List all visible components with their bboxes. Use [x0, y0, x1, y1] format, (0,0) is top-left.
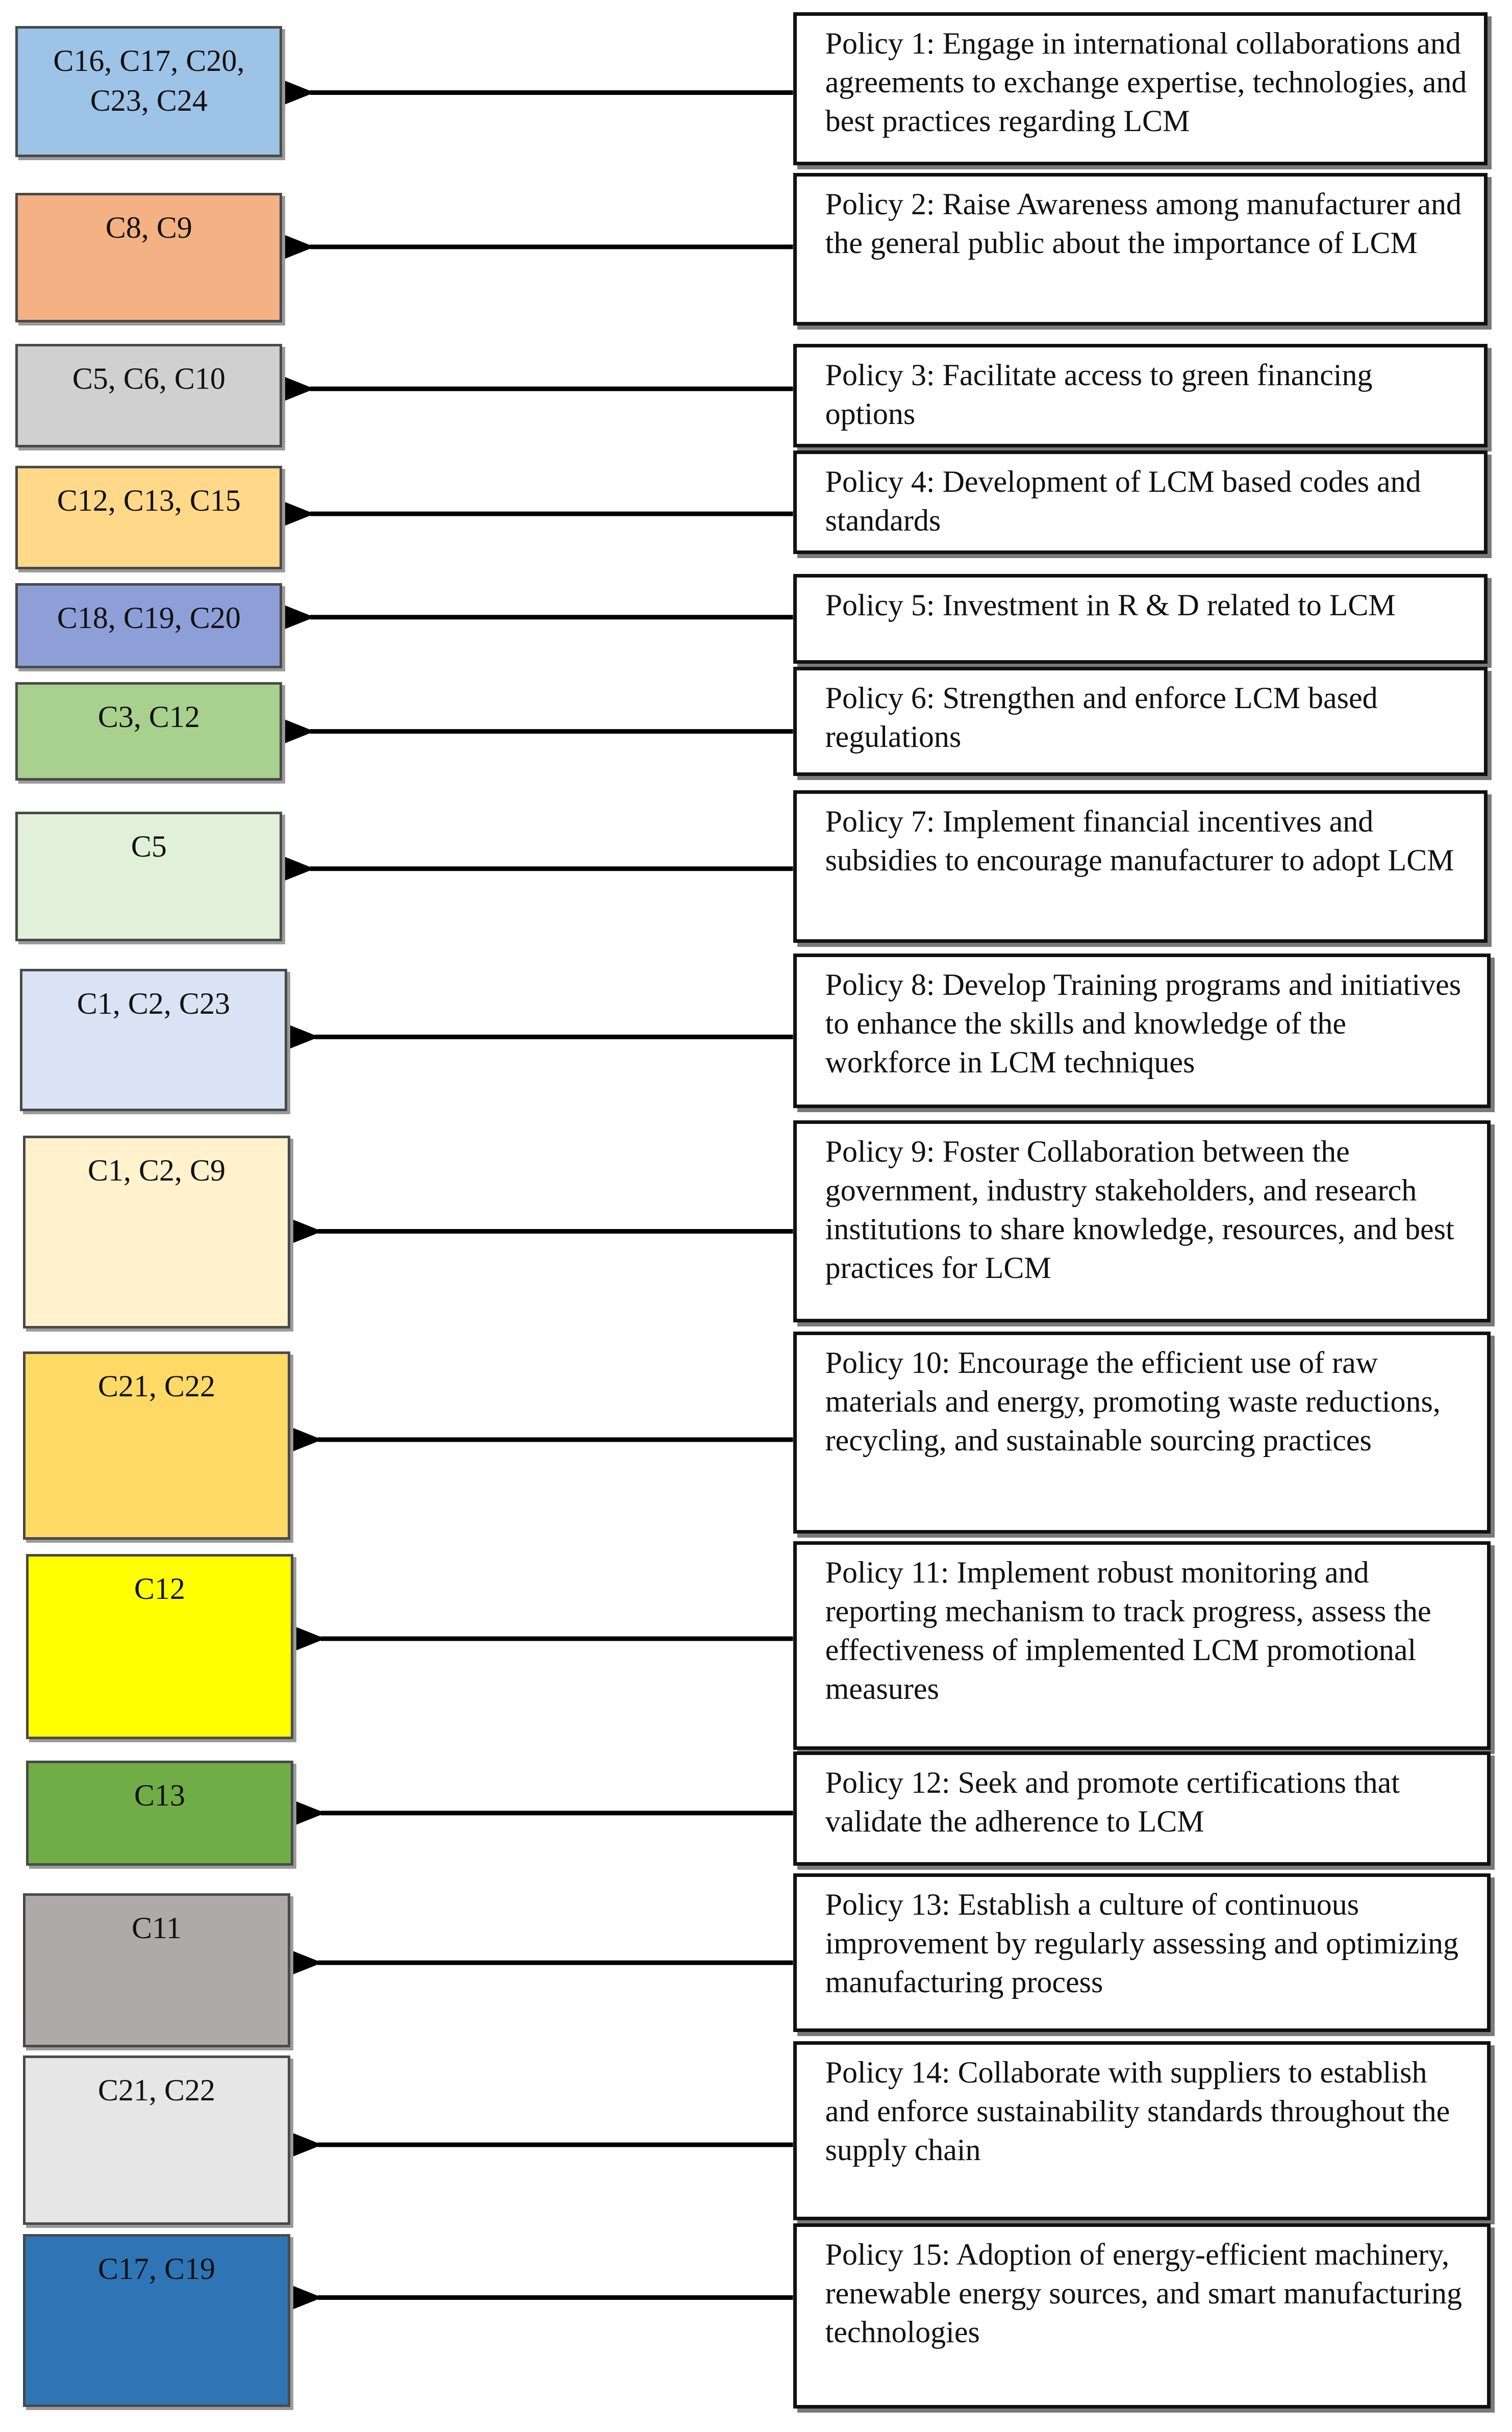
criteria-box: C1, C2, C9: [23, 1136, 290, 1328]
policy-box: [793, 1120, 1491, 1322]
policy-text: Policy 5: Investment in R & D related to LCM: [825, 588, 1396, 622]
policy-box: [793, 173, 1488, 325]
criteria-box: C16, C17, C20, C23, C24: [15, 26, 282, 157]
criteria-box: C1, C2, C23: [20, 969, 287, 1111]
policy-text: Policy 3: Facilitate access to green financing options: [825, 358, 1373, 431]
policy-text: Policy 8: Develop Training programs and initiatives to enhance the skills and knowledge of the workforce in LCM techniques: [825, 968, 1461, 1080]
criteria-box: C11: [23, 1893, 290, 2047]
policy-text: Policy 9: Foster Collaboration between the government, industry stakeholders, and research institutions to share knowledge, resources, and best practices for LCM: [825, 1134, 1454, 1285]
policy-box: [793, 790, 1488, 943]
policy-text: Policy 12: Seek and promote certifications that validate the adherence to LCM: [825, 1765, 1400, 1838]
policy-box: [793, 344, 1488, 447]
policy-box: [793, 1751, 1491, 1866]
policy-box: [793, 1541, 1491, 1749]
policy-text: Policy 1: Engage in international collaborations and agreements to exchange expertise, technologies, and best practices regarding LCM: [825, 27, 1467, 138]
criteria-box: C8, C9: [15, 193, 282, 322]
policy-box: [793, 574, 1488, 663]
criteria-box: C12, C13, C15: [15, 466, 282, 569]
policy-text: Policy 15: Adoption of energy-efficient machinery, renewable energy sources, and smart manufacturing technologies: [825, 2238, 1462, 2349]
policy-box: [793, 667, 1488, 776]
criteria-box: C12: [26, 1554, 293, 1739]
criteria-box: C3, C12: [15, 682, 282, 781]
policy-box: [793, 450, 1488, 554]
policy-box: [793, 1332, 1491, 1534]
criteria-box: C13: [26, 1761, 293, 1866]
policy-text: Policy 10: Encourage the efficient use of raw materials and energy, promoting waste reductions, recycling, and sustainable sourcing practices: [825, 1346, 1441, 1458]
policy-box: [793, 2041, 1491, 2220]
policy-box: [793, 1873, 1491, 2033]
policy-text: Policy 4: Development of LCM based codes and standards: [825, 465, 1421, 538]
criteria-box: C17, C19: [23, 2234, 290, 2407]
policy-box: [793, 954, 1491, 1108]
criteria-box: C5: [15, 812, 282, 941]
criteria-box: C21, C22: [23, 1351, 290, 1540]
policy-box: [793, 2223, 1491, 2409]
policy-box: [793, 12, 1488, 165]
criteria-box: C18, C19, C20: [15, 583, 282, 668]
policy-text: Policy 6: Strengthen and enforce LCM based regulations: [825, 681, 1378, 754]
policy-text: Policy 2: Raise Awareness among manufacturer and the general public about the importance of LCM: [825, 187, 1462, 260]
criteria-box: C21, C22: [23, 2055, 290, 2225]
criteria-box: C5, C6, C10: [15, 344, 282, 447]
policy-text: Policy 11: Implement robust monitoring and reporting mechanism to track progress, assess the effectiveness of implemented LCM promotional measures: [825, 1556, 1431, 1706]
policy-text: Policy 13: Establish a culture of continuous improvement by regularly assessing and optimizing manufacturing process: [825, 1887, 1459, 1999]
policy-text: Policy 14: Collaborate with suppliers to establish and enforce sustainability standards throughout the supply chain: [825, 2055, 1450, 2167]
policy-text: Policy 7: Implement financial incentives and subsidies to encourage manufacturer to adopt LCM: [825, 804, 1454, 877]
